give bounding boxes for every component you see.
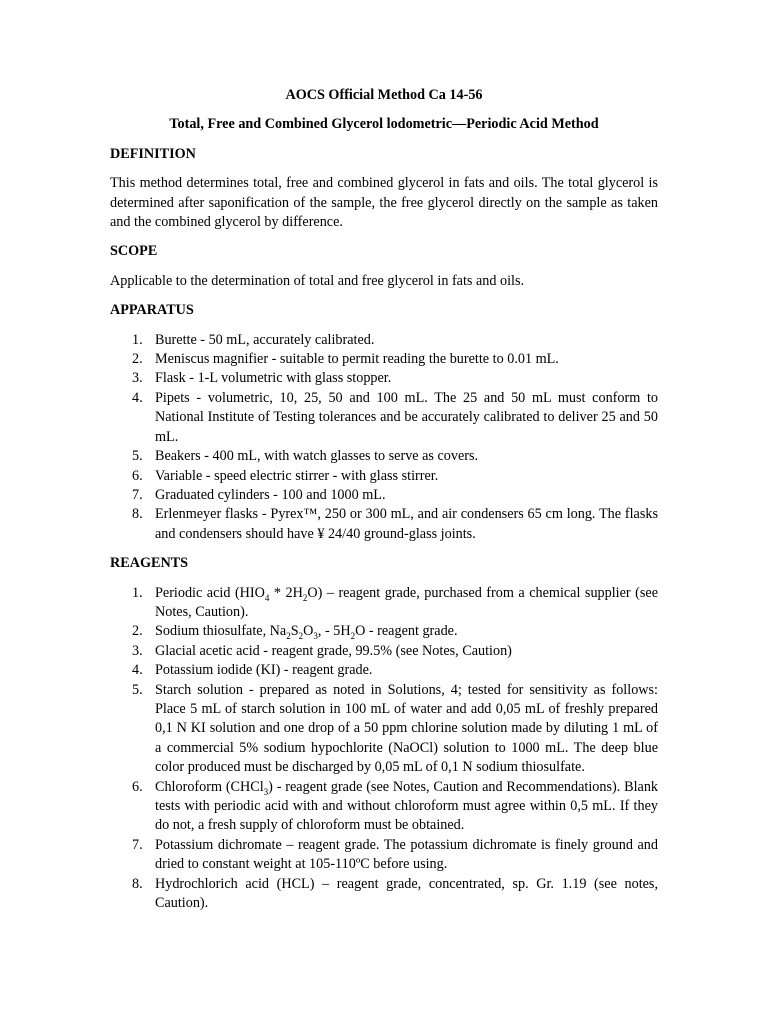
list-item: [110, 350, 658, 369]
list-text: Burette - 50 mL, accurately calibrated.: [155, 331, 375, 348]
definition-text: This method determines total, free and combined glycerol in fats and oils. The total glycerol is determined after saponification of the sample, the free glycerol directly on the sample as taken and the combined glycerol by difference.: [110, 175, 658, 231]
list-item: [110, 778, 658, 836]
list-number: 1.: [132, 331, 143, 348]
list-text: Starch solution - prepared as noted in Solutions, 4; tested for sensitivity as follows: Place 5 mL of starch solution in 100 mL of water and add 0,05 mL of freshly prepared 0,1 N KI solution and one drop of a 50 ppm chlorine solution made by diluting 1 mL of a commercial 5% sodium hypochlorite (NaOCl) solution to 1000 mL. The deep blue color produced must be discharged by 0,05 mL of 0,1 N sodium thiosulfate.: [155, 681, 658, 776]
list-item: [110, 661, 658, 680]
reagents-heading: REAGENTS: [110, 555, 189, 572]
list-number: 2.: [132, 623, 143, 640]
list-item: [110, 467, 658, 486]
apparatus-list: [110, 331, 658, 544]
list-number: 8.: [132, 875, 143, 892]
list-item: [110, 836, 658, 875]
list-item: [110, 622, 658, 641]
apparatus-heading: APPARATUS: [110, 302, 194, 319]
list-text: Meniscus magnifier - suitable to permit reading the burette to 0.01 mL.: [155, 351, 559, 368]
list-text: Pipets - volumetric, 10, 25, 50 and 100 mL. The 25 and 50 mL must conform to National Institute of Testing tolerances and be accurately calibrated to deliver 25 and 50 mL.: [155, 389, 658, 445]
list-number: 6.: [132, 778, 143, 795]
list-number: 6.: [132, 467, 143, 484]
list-item: [110, 681, 658, 778]
list-text: Erlenmeyer flasks - Pyrex™, 250 or 300 mL, and air condensers 65 cm long. The flasks and condensers should have ¥ 24/40 ground-glass joints.: [155, 506, 658, 542]
scope-text: Applicable to the determination of total and free glycerol in fats and oils.: [110, 272, 525, 289]
list-item: [110, 369, 658, 388]
list-text: Potassium dichromate – reagent grade. The potassium dichromate is finely ground and dried to constant weight at 105-110ºC before using.: [155, 836, 658, 873]
list-text: Beakers - 400 mL, with watch glasses to serve as covers.: [155, 448, 479, 465]
list-number: 5.: [132, 448, 143, 465]
list-number: 5.: [132, 681, 143, 698]
list-item: [110, 505, 658, 544]
list-number: 4.: [132, 389, 143, 406]
definition-heading: DEFINITION: [110, 145, 196, 162]
document-page: [110, 86, 658, 913]
list-number: 4.: [132, 662, 143, 679]
list-number: 3.: [132, 642, 143, 659]
list-text: Graduated cylinders - 100 and 1000 mL.: [155, 486, 386, 503]
list-number: 1.: [132, 584, 143, 601]
document-title: AOCS Official Method Ca 14-56: [285, 87, 483, 103]
list-text: Glacial acetic acid - reagent grade, 99.5% (see Notes, Caution): [155, 642, 512, 659]
list-item: [110, 389, 658, 447]
list-number: 2.: [132, 351, 143, 368]
list-item: [110, 331, 658, 350]
list-text: Flask - 1-L volumetric with glass stopper.: [155, 370, 392, 387]
list-text: Periodic acid $(HIO_4 * 2H_2O)$ – reagent grade, purchased from a chemical supplier (see Notes, Caution).: [155, 584, 658, 620]
list-text: Sodium thiosulfate, $Na_2S_2O_3$, - $5H_2O$ - reagent grade.: [155, 623, 458, 642]
list-number: 8.: [132, 506, 143, 523]
list-item: [110, 486, 658, 505]
list-item: [110, 584, 658, 623]
list-text: Potassium iodide (KI) - reagent grade.: [155, 662, 373, 679]
document-subtitle: Total, Free and Combined Glycerol lodometric—Periodic Acid Method: [169, 116, 599, 133]
list-number: 3.: [132, 370, 143, 387]
list-item: [110, 447, 658, 466]
list-text: Hydrochlorich acid (HCL) – reagent grade, concentrated, sp. Gr. 1.19 (see notes, Caution).: [155, 875, 658, 912]
list-item: [110, 875, 658, 914]
list-number: 7.: [132, 486, 143, 503]
reagents-list: [110, 584, 658, 914]
scope-heading: SCOPE: [110, 243, 158, 260]
list-text: Variable - speed electric stirrer - with glass stirrer.: [155, 467, 439, 484]
list-item: [110, 642, 658, 661]
list-number: 7.: [132, 836, 143, 853]
list-text: Chloroform (CHCl$_3$) - reagent grade (see Notes, Caution and Recommendations). Blank tests with periodic acid with and without chloroform must agree within 0,5 mL. If they do not, a fresh supply of chloroform must be obtained.: [155, 778, 659, 834]
